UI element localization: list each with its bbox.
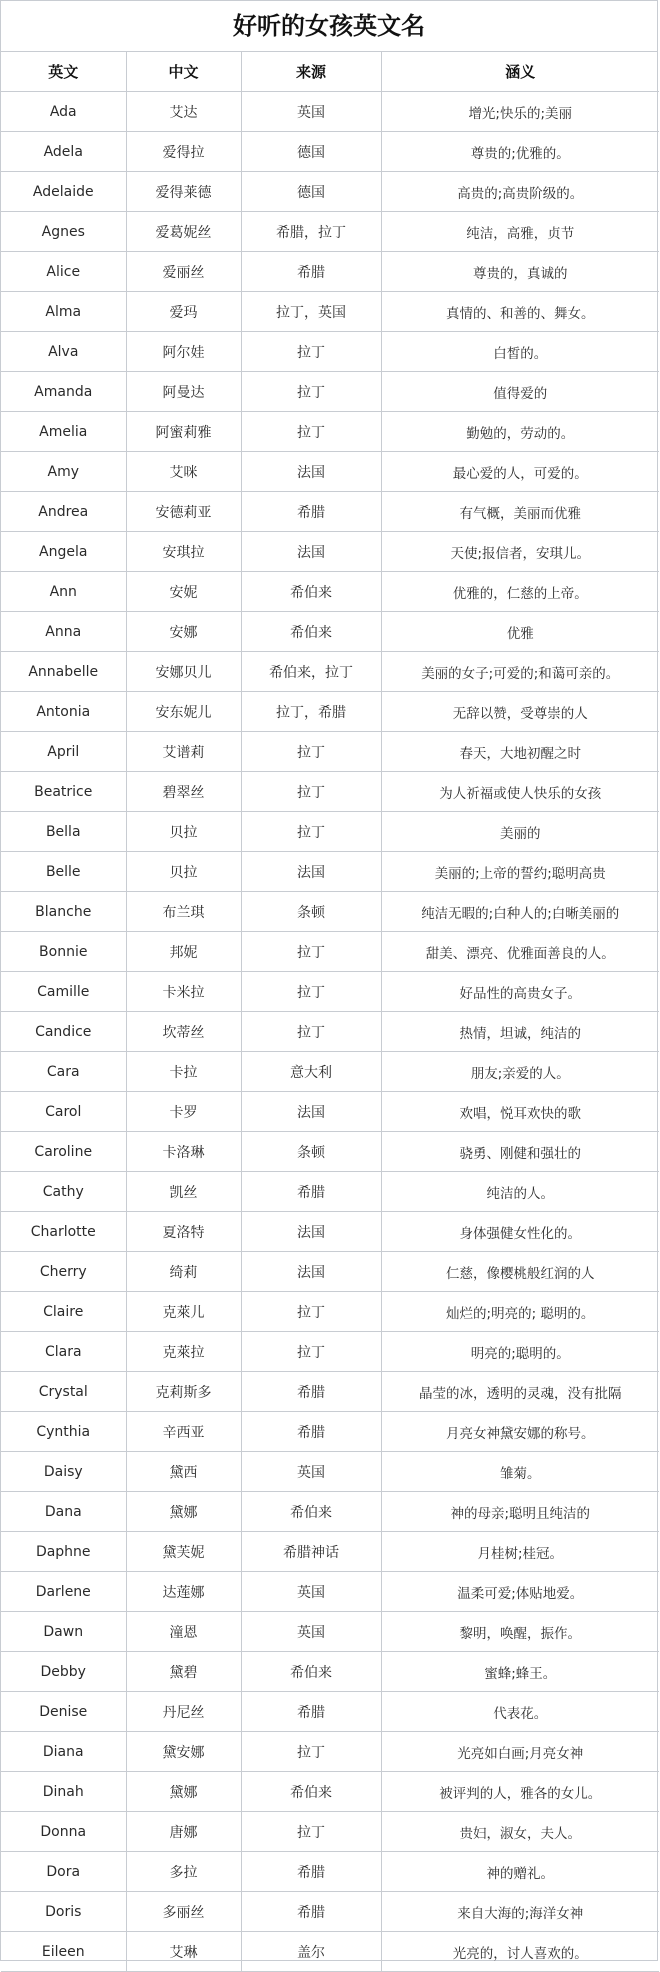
origin-cell: 希腊	[241, 1852, 381, 1892]
page-title: 好听的女孩英文名	[1, 1, 657, 52]
chinese-name-cell: 阿曼达	[126, 372, 241, 412]
chinese-name-cell: 卡洛琳	[126, 1132, 241, 1172]
origin-cell: 希伯来	[241, 1652, 381, 1692]
table-row	[1, 1292, 659, 1332]
english-name-cell: Carol	[1, 1092, 126, 1132]
chinese-name-cell: 黛娜	[126, 1492, 241, 1532]
header-english: 英文	[1, 52, 126, 92]
chinese-name-cell: 克萊儿	[126, 1292, 241, 1332]
english-name-cell: Cherry	[1, 1252, 126, 1292]
table-row	[1, 132, 659, 172]
origin-cell: 拉丁	[241, 732, 381, 772]
meaning-cell: 雏菊。	[381, 1452, 659, 1492]
english-name-cell: Claire	[1, 1292, 126, 1332]
origin-cell: 拉丁，英国	[241, 292, 381, 332]
table-row	[1, 412, 659, 452]
meaning-cell: 贵妇，淑女，夫人。	[381, 1812, 659, 1852]
table-row	[1, 932, 659, 972]
meaning-cell: 被评判的人，雅各的女儿。	[381, 1772, 659, 1812]
english-name-cell: Annabelle	[1, 652, 126, 692]
meaning-cell: 尊贵的;优雅的。	[381, 132, 659, 172]
meaning-cell: 代表花。	[381, 1692, 659, 1732]
meaning-cell: 仁慈，像樱桃般红润的人	[381, 1252, 659, 1292]
chinese-name-cell: 坎蒂丝	[126, 1012, 241, 1052]
meaning-cell: 神的母亲;聪明且纯洁的	[381, 1492, 659, 1532]
chinese-name-cell: 卡拉	[126, 1052, 241, 1092]
table-row	[1, 1172, 659, 1212]
meaning-cell: 春天，大地初醒之时	[381, 732, 659, 772]
table-row	[1, 92, 659, 132]
table-row	[1, 812, 659, 852]
chinese-name-cell: 碧翠丝	[126, 772, 241, 812]
origin-cell: 拉丁	[241, 772, 381, 812]
meaning-cell: 优雅的，仁慈的上帝。	[381, 572, 659, 612]
table-row	[1, 1692, 659, 1732]
chinese-name-cell: 贝拉	[126, 812, 241, 852]
english-name-cell: Daisy	[1, 1452, 126, 1492]
table-row	[1, 612, 659, 652]
meaning-cell: 光亮如白画;月亮女神	[381, 1732, 659, 1772]
origin-cell: 法国	[241, 452, 381, 492]
table-row	[1, 1732, 659, 1772]
meaning-cell: 最心爱的人，可爱的。	[381, 452, 659, 492]
english-name-cell: Adelaide	[1, 172, 126, 212]
chinese-name-cell: 安德莉亚	[126, 492, 241, 532]
english-name-cell: Cara	[1, 1052, 126, 1092]
meaning-cell: 高贵的;高贵阶级的。	[381, 172, 659, 212]
meaning-cell: 美丽的	[381, 812, 659, 852]
meaning-cell: 美丽的女子;可爱的;和蔼可亲的。	[381, 652, 659, 692]
english-name-cell: Camille	[1, 972, 126, 1012]
origin-cell: 希腊，拉丁	[241, 212, 381, 252]
chinese-name-cell: 爱葛妮丝	[126, 212, 241, 252]
origin-cell: 拉丁	[241, 812, 381, 852]
table-row	[1, 1812, 659, 1852]
origin-cell: 拉丁	[241, 332, 381, 372]
chinese-name-cell: 丹尼丝	[126, 1692, 241, 1732]
origin-cell: 盖尔	[241, 1932, 381, 1972]
origin-cell: 拉丁	[241, 1292, 381, 1332]
chinese-name-cell: 辛西亚	[126, 1412, 241, 1452]
table-row	[1, 1332, 659, 1372]
header-chinese: 中文	[126, 52, 241, 92]
table-row	[1, 1652, 659, 1692]
chinese-name-cell: 卡米拉	[126, 972, 241, 1012]
english-name-cell: Daphne	[1, 1532, 126, 1572]
table-row	[1, 1412, 659, 1452]
meaning-cell: 纯洁的人。	[381, 1172, 659, 1212]
table-row	[1, 1492, 659, 1532]
table-row	[1, 252, 659, 292]
chinese-name-cell: 凯丝	[126, 1172, 241, 1212]
origin-cell: 拉丁	[241, 412, 381, 452]
table-row	[1, 1092, 659, 1132]
table-row	[1, 892, 659, 932]
english-name-cell: Darlene	[1, 1572, 126, 1612]
table-row	[1, 332, 659, 372]
table-row	[1, 852, 659, 892]
chinese-name-cell: 艾谱莉	[126, 732, 241, 772]
meaning-cell: 白皙的。	[381, 332, 659, 372]
english-name-cell: Debby	[1, 1652, 126, 1692]
chinese-name-cell: 艾琳	[126, 1932, 241, 1972]
meaning-cell: 有气概，美丽而优雅	[381, 492, 659, 532]
origin-cell: 拉丁	[241, 1012, 381, 1052]
meaning-cell: 欢唱，悦耳欢快的歌	[381, 1092, 659, 1132]
english-name-cell: Doris	[1, 1892, 126, 1932]
english-name-cell: Anna	[1, 612, 126, 652]
english-name-cell: Amelia	[1, 412, 126, 452]
english-name-cell: Charlotte	[1, 1212, 126, 1252]
meaning-cell: 尊贵的，真诚的	[381, 252, 659, 292]
english-name-cell: Caroline	[1, 1132, 126, 1172]
table-row	[1, 1252, 659, 1292]
chinese-name-cell: 爱丽丝	[126, 252, 241, 292]
chinese-name-cell: 克莉斯多	[126, 1372, 241, 1412]
origin-cell: 法国	[241, 852, 381, 892]
table-row	[1, 292, 659, 332]
chinese-name-cell: 多丽丝	[126, 1892, 241, 1932]
meaning-cell: 明亮的;聪明的。	[381, 1332, 659, 1372]
english-name-cell: Antonia	[1, 692, 126, 732]
english-name-cell: Ann	[1, 572, 126, 612]
english-name-cell: Belle	[1, 852, 126, 892]
origin-cell: 拉丁	[241, 1812, 381, 1852]
table-row	[1, 492, 659, 532]
chinese-name-cell: 黛碧	[126, 1652, 241, 1692]
header-row	[1, 52, 659, 92]
origin-cell: 拉丁	[241, 1332, 381, 1372]
chinese-name-cell: 艾咪	[126, 452, 241, 492]
meaning-cell: 月桂树;桂冠。	[381, 1532, 659, 1572]
table-row	[1, 652, 659, 692]
english-name-cell: Andrea	[1, 492, 126, 532]
english-name-cell: Bonnie	[1, 932, 126, 972]
origin-cell: 希伯来	[241, 612, 381, 652]
meaning-cell: 灿烂的;明亮的; 聪明的。	[381, 1292, 659, 1332]
english-name-cell: Blanche	[1, 892, 126, 932]
meaning-cell: 身体强健女性化的。	[381, 1212, 659, 1252]
chinese-name-cell: 布兰琪	[126, 892, 241, 932]
table-row	[1, 692, 659, 732]
origin-cell: 拉丁	[241, 932, 381, 972]
meaning-cell: 为人祈福或使人快乐的女孩	[381, 772, 659, 812]
origin-cell: 拉丁，希腊	[241, 692, 381, 732]
origin-cell: 希伯来	[241, 1492, 381, 1532]
origin-cell: 拉丁	[241, 972, 381, 1012]
chinese-name-cell: 绮莉	[126, 1252, 241, 1292]
english-name-cell: Alice	[1, 252, 126, 292]
table-row	[1, 1892, 659, 1932]
chinese-name-cell: 唐娜	[126, 1812, 241, 1852]
english-name-cell: Diana	[1, 1732, 126, 1772]
meaning-cell: 光亮的，讨人喜欢的。	[381, 1932, 659, 1972]
meaning-cell: 增光;快乐的;美丽	[381, 92, 659, 132]
english-name-cell: Bella	[1, 812, 126, 852]
meaning-cell: 纯洁，高雅，贞节	[381, 212, 659, 252]
origin-cell: 希腊	[241, 1172, 381, 1212]
english-name-cell: Dana	[1, 1492, 126, 1532]
chinese-name-cell: 安琪拉	[126, 532, 241, 572]
chinese-name-cell: 安妮	[126, 572, 241, 612]
table-row	[1, 212, 659, 252]
origin-cell: 条顿	[241, 892, 381, 932]
english-name-cell: Eileen	[1, 1932, 126, 1972]
table-row	[1, 1532, 659, 1572]
chinese-name-cell: 爱玛	[126, 292, 241, 332]
english-name-cell: Donna	[1, 1812, 126, 1852]
origin-cell: 拉丁	[241, 1732, 381, 1772]
origin-cell: 希腊神话	[241, 1532, 381, 1572]
origin-cell: 英国	[241, 1452, 381, 1492]
english-name-cell: Dinah	[1, 1772, 126, 1812]
origin-cell: 意大利	[241, 1052, 381, 1092]
table-row	[1, 1572, 659, 1612]
table-row	[1, 1932, 659, 1972]
meaning-cell: 温柔可爱;体贴地爱。	[381, 1572, 659, 1612]
table-row	[1, 1772, 659, 1812]
origin-cell: 拉丁	[241, 372, 381, 412]
english-name-cell: Beatrice	[1, 772, 126, 812]
chinese-name-cell: 克萊拉	[126, 1332, 241, 1372]
chinese-name-cell: 邦妮	[126, 932, 241, 972]
meaning-cell: 月亮女神黛安娜的称号。	[381, 1412, 659, 1452]
origin-cell: 希腊	[241, 492, 381, 532]
table-row	[1, 1852, 659, 1892]
meaning-cell: 热情，坦诚，纯洁的	[381, 1012, 659, 1052]
chinese-name-cell: 卡罗	[126, 1092, 241, 1132]
english-name-cell: April	[1, 732, 126, 772]
table-row	[1, 1132, 659, 1172]
english-name-cell: Ada	[1, 92, 126, 132]
origin-cell: 条顿	[241, 1132, 381, 1172]
origin-cell: 英国	[241, 1612, 381, 1652]
english-name-cell: Amy	[1, 452, 126, 492]
meaning-cell: 黎明，唤醒，振作。	[381, 1612, 659, 1652]
meaning-cell: 优雅	[381, 612, 659, 652]
table-row	[1, 1212, 659, 1252]
english-name-cell: Clara	[1, 1332, 126, 1372]
origin-cell: 德国	[241, 172, 381, 212]
chinese-name-cell: 达莲娜	[126, 1572, 241, 1612]
chinese-name-cell: 黛娜	[126, 1772, 241, 1812]
chinese-name-cell: 安娜	[126, 612, 241, 652]
english-name-cell: Dawn	[1, 1612, 126, 1652]
meaning-cell: 甜美、漂亮、优雅面善良的人。	[381, 932, 659, 972]
table-row	[1, 452, 659, 492]
english-name-cell: Cathy	[1, 1172, 126, 1212]
origin-cell: 法国	[241, 1092, 381, 1132]
table-row	[1, 1452, 659, 1492]
chinese-name-cell: 阿蜜莉雅	[126, 412, 241, 452]
english-name-cell: Angela	[1, 532, 126, 572]
chinese-name-cell: 安东妮儿	[126, 692, 241, 732]
origin-cell: 希伯来，拉丁	[241, 652, 381, 692]
table-row	[1, 1012, 659, 1052]
meaning-cell: 纯洁无暇的;白种人的;白晰美丽的	[381, 892, 659, 932]
table-row	[1, 572, 659, 612]
origin-cell: 法国	[241, 532, 381, 572]
meaning-cell: 勤勉的，劳动的。	[381, 412, 659, 452]
table-row	[1, 972, 659, 1012]
origin-cell: 英国	[241, 1572, 381, 1612]
chinese-name-cell: 阿尔娃	[126, 332, 241, 372]
english-name-cell: Agnes	[1, 212, 126, 252]
table-row	[1, 172, 659, 212]
chinese-name-cell: 黛芙妮	[126, 1532, 241, 1572]
meaning-cell: 朋友;亲爱的人。	[381, 1052, 659, 1092]
english-name-cell: Denise	[1, 1692, 126, 1732]
origin-cell: 希腊	[241, 1692, 381, 1732]
origin-cell: 希伯来	[241, 1772, 381, 1812]
meaning-cell: 无辞以赞，受尊崇的人	[381, 692, 659, 732]
header-origin: 来源	[241, 52, 381, 92]
english-name-cell: Candice	[1, 1012, 126, 1052]
table-row	[1, 1372, 659, 1412]
english-name-cell: Cynthia	[1, 1412, 126, 1452]
english-name-cell: Alma	[1, 292, 126, 332]
meaning-cell: 真情的、和善的、舞女。	[381, 292, 659, 332]
english-name-cell: Amanda	[1, 372, 126, 412]
table-row	[1, 1052, 659, 1092]
origin-cell: 希腊	[241, 1892, 381, 1932]
origin-cell: 希腊	[241, 1412, 381, 1452]
origin-cell: 法国	[241, 1212, 381, 1252]
origin-cell: 希伯来	[241, 572, 381, 612]
table-row	[1, 1612, 659, 1652]
english-name-cell: Adela	[1, 132, 126, 172]
chinese-name-cell: 爱得莱德	[126, 172, 241, 212]
origin-cell: 希腊	[241, 252, 381, 292]
meaning-cell: 来自大海的;海洋女神	[381, 1892, 659, 1932]
chinese-name-cell: 夏洛特	[126, 1212, 241, 1252]
origin-cell: 希腊	[241, 1372, 381, 1412]
header-meaning: 涵义	[381, 52, 659, 92]
chinese-name-cell: 爱得拉	[126, 132, 241, 172]
english-name-cell: Alva	[1, 332, 126, 372]
meaning-cell: 值得爱的	[381, 372, 659, 412]
meaning-cell: 蜜蜂;蜂王。	[381, 1652, 659, 1692]
english-name-cell: Crystal	[1, 1372, 126, 1412]
chinese-name-cell: 安娜贝儿	[126, 652, 241, 692]
chinese-name-cell: 黛安娜	[126, 1732, 241, 1772]
english-name-cell: Dora	[1, 1852, 126, 1892]
table-row	[1, 532, 659, 572]
table-row	[1, 732, 659, 772]
meaning-cell: 神的赠礼。	[381, 1852, 659, 1892]
meaning-cell: 骁勇、刚健和强壮的	[381, 1132, 659, 1172]
chinese-name-cell: 艾达	[126, 92, 241, 132]
names-table	[1, 52, 659, 1972]
origin-cell: 英国	[241, 92, 381, 132]
origin-cell: 法国	[241, 1252, 381, 1292]
chinese-name-cell: 黛西	[126, 1452, 241, 1492]
chinese-name-cell: 贝拉	[126, 852, 241, 892]
table-row	[1, 372, 659, 412]
meaning-cell: 晶莹的冰，透明的灵魂，没有批隔	[381, 1372, 659, 1412]
meaning-cell: 天使;报信者，安琪儿。	[381, 532, 659, 572]
origin-cell: 德国	[241, 132, 381, 172]
chinese-name-cell: 潼恩	[126, 1612, 241, 1652]
table-row	[1, 772, 659, 812]
chinese-name-cell: 多拉	[126, 1852, 241, 1892]
meaning-cell: 好品性的高贵女子。	[381, 972, 659, 1012]
meaning-cell: 美丽的;上帝的誓约;聪明高贵	[381, 852, 659, 892]
